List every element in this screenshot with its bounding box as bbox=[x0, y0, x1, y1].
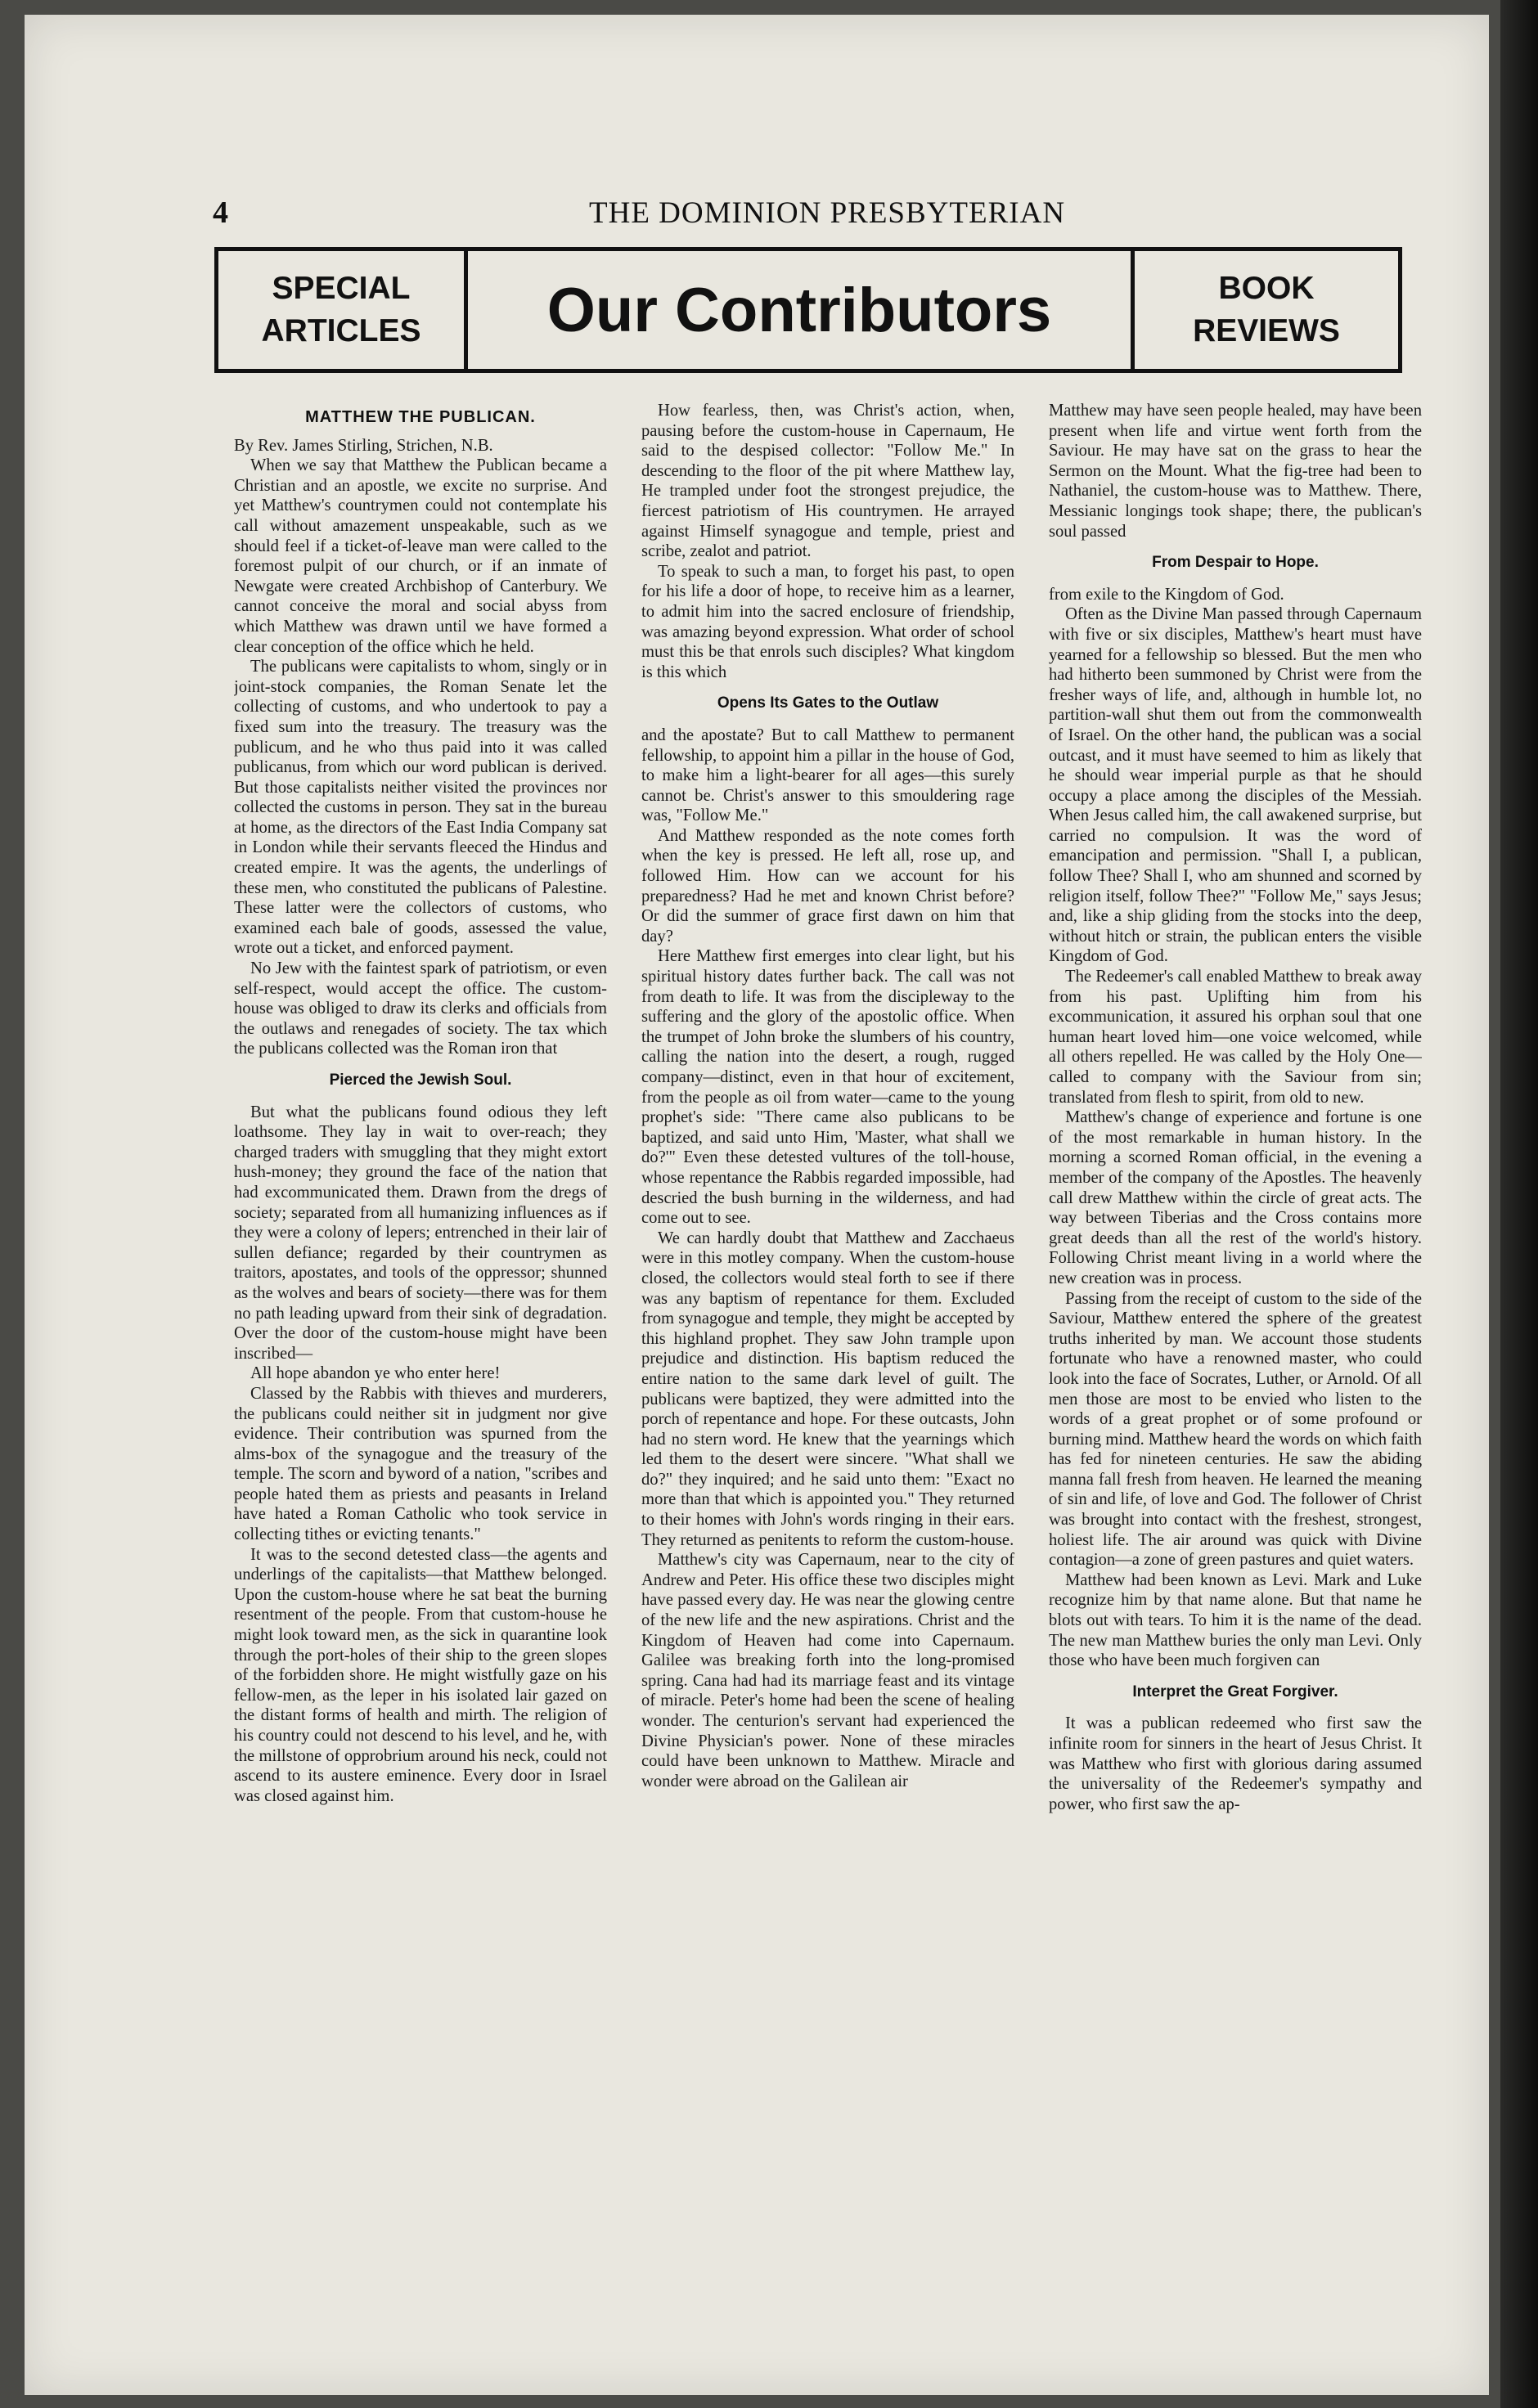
quoted-line: All hope abandon ye who enter here! bbox=[250, 1364, 501, 1383]
paragraph: The Redeemer's call enabled Matthew to break away from his past. Uplifting him from his excommunication, it assured his orphan soul that one human heart loved him—one voice welcomed, while all others repelled. He was called by the Holy One—called to company with the Saviour from sin; translated from flesh to spirit, from old to new. bbox=[1049, 968, 1422, 1107]
article-columns bbox=[234, 401, 1422, 2380]
paragraph: Matthew's change of experience and fortune is one of the most remarkable in human history. In the morning a scorned Roman official, in the evening a member of the company of the Apostles. The heavenly call drew Matthew within the circle of great acts. The way between Tiberias and the Cross contains more great deeds than all the rest of the world's history. Following Christ meant living in a world where the new creation was in process. bbox=[1049, 1108, 1422, 1287]
subheading: Opens Its Gates to the Outlaw bbox=[717, 694, 939, 712]
paper-title: THE DOMINION PRESBYTERIAN bbox=[589, 195, 1066, 230]
column-2 bbox=[641, 401, 1014, 2380]
reviews-label: REVIEWS bbox=[1193, 313, 1340, 348]
article-title: MATTHEW THE PUBLICAN. bbox=[305, 408, 536, 426]
subheading: Pierced the Jewish Soul. bbox=[329, 1071, 512, 1089]
paragraph: But what the publicans found odious they left loathsome. They lay in wait to over-reach; they charged traders with smuggling that they might extort hush-money; they ground the face of the nation that had excommunicated them. Drawn from the dregs of society; separated from all humanizing influences as if they were a colony of lepers; entrenched in their lair of sullen defiance; regarded by their countrymen as traitors, apostates, and tools of the oppressor; shunned as the wolves and bears of society—there was for them no path leading upward from their sink of degradation. Over the door of the custom-house might have been inscribed— bbox=[234, 1103, 607, 1363]
book-reviews-box bbox=[1131, 251, 1398, 369]
subheading: Interpret the Great Forgiver. bbox=[1132, 1682, 1338, 1700]
paragraph: It was to the second detested class—the agents and underlings of the capitalists—that Matthew belonged. Upon the custom-house where he sat beat the burning resentment of the people. From that custom-house he might look toward men, as the sick in quarantine look through the port-holes of their ship to the green slopes of the forbidden shore. He might wistfully gaze on his fellow-men, as the leper in his isolated lair gazed on the distant forms of health and mirth. The religion of his country could not descend to his level, and he, with the millstone of opprobrium around his neck, could not ascend to its austere eminence. Every door in Israel was closed against him. bbox=[234, 1545, 607, 1805]
paragraph: And Matthew responded as the note comes forth when the key is pressed. He left all, rose up, and followed Him. How can we account for his preparedness? Had he met and known Christ before? Or did the summer of grace first dawn on him that day? bbox=[641, 826, 1014, 946]
paragraph: Matthew's city was Capernaum, near to the city of Andrew and Peter. His office these two disciples might have passed every day. He was near the glowing centre of the new life and the new aspirations. Christ and the Kingdom of Heaven had come into Capernaum. Galilee was breaking forth into the long-promised spring. Cana had had its marriage feast and its vintage of miracle. Peter's home had been the scene of healing wonder. The centurion's servant had experienced the Divine Physician's power. None of these miracles could have been unknown to Matthew. Miracle and wonder were abroad on the Galilean air bbox=[641, 1551, 1014, 1790]
paragraph: How fearless, then, was Christ's action, when, pausing before the custom-house in Capernaum, He said to the despised collector: "Follow Me." In descending to the floor of the pit where Matthew lay, He trampled under foot the strongest prejudice, the fiercest patriotism of His countrymen. He arrayed against Himself synagogue and temple, priest and scribe, zealot and patriot. bbox=[641, 402, 1014, 561]
paragraph: Matthew may have seen people healed, may have been present when life and virtue went forth from the Saviour. He may have sat on the grass to hear the Sermon on the Mount. What the fig-tree had been to Nathaniel, the custom-house was to Matthew. There, Messianic longings took shape; there, the publican's soul passed bbox=[1049, 402, 1422, 541]
paragraph: Matthew had been known as Levi. Mark and Luke recognize him by that name alone. But that name he blots out with tears. To him it is the name of the dead. The new man Matthew buries the only man Levi. Only those who have been much forgiven can bbox=[1049, 1570, 1422, 1670]
paragraph: Classed by the Rabbis with thieves and murderers, the publicans could neither sit in judgment nor give evidence. Their contribution was spurned from the alms-box of the synagogue and the treasury of the temple. The scorn and byword of a nation, "scribes and people hated them as priests and peasants in Ireland have hated a Roman Catholic who took service in collecting tithes or evicting tenants." bbox=[234, 1384, 607, 1544]
paragraph: Often as the Divine Man passed through Capernaum with five or six disciples, Matthew's heart must have yearned for a fellowship so blessed. But the men who had hitherto been summoned by Christ were from the fresher ways of life, and, although in humble lot, no partition-wall shut them out from the commonwealth of Israel. On the other hand, the publican was a social outcast, and it must have seemed to him as likely that he should wear imperial purple as that he should occupy a place among the disciples of the Messiah. When Jesus called him, the call awakened surprise, but carried no compulsion. It was the word of emancipation and permission. "Shall I, a publican, follow Thee? Shall I, who am shunned and scorned by religion itself, follow Thee?" "Follow Me," says Jesus; and, like a ship gliding from the stocks into the deep, without hitch or strain, the publican enters the visible Kingdom of God. bbox=[1049, 605, 1422, 966]
paragraph: and the apostate? But to call Matthew to permanent fellowship, to appoint him a pillar in the house of God, to make him a light-bearer for all ages—this surely cannot be. Christ's answer to this smouldering rage was, "Follow Me." bbox=[641, 726, 1014, 825]
column-3 bbox=[1049, 401, 1422, 2380]
special-label: SPECIAL bbox=[272, 271, 411, 306]
paragraph: It was a publican redeemed who first saw the infinite room for sinners in the heart of Jesus Christ. It was Matthew who first with glorious daring assumed the universality of the Redeemer's sympathy and power, who first saw the ap- bbox=[1049, 1714, 1422, 1813]
section-banner bbox=[214, 247, 1402, 373]
scan-edge bbox=[1500, 0, 1538, 2408]
paragraph: We can hardly doubt that Matthew and Zacchaeus were in this motley company. When the custom-house closed, the collectors would steal forth to see if there was any baptism of repentance for them. Excluded from synagogue and temple, they might be accepted by this highland prophet. They saw John trample upon prejudice and distinction. His baptism reduced the entire nation to the same dark level of guilt. The publicans were baptized, they were admitted into the porch of repentance and hope. For these outcasts, John had no stern word. He knew that the yearnings which led them to the desert were sincere. "What shall we do?" they inquired; and he said unto them: "Exact no more than that which is appointed you." They returned to their homes with John's words ringing in their ears. They returned as penitents to reform the custom-house. bbox=[641, 1229, 1014, 1549]
paragraph: When we say that Matthew the Publican became a Christian and an apostle, we excite no surprise. And yet Matthew's countrymen could not contemplate his call without amazement unspeakable, such as we should feel if a ticket-of-leave man were called to the foremost pulpit of our church, or if an inmate of Newgate were created Archbishop of Canterbury. We cannot conceive the moral and social abyss from which Matthew was drawn until we have formed a clear conception of the office which he held. bbox=[234, 456, 607, 656]
paragraph: from exile to the Kingdom of God. bbox=[1049, 585, 1284, 604]
byline: By Rev. James Stirling, Strichen, N.B. bbox=[234, 436, 493, 455]
paragraph: No Jew with the faintest spark of patriotism, or even self-respect, would accept the office. The custom-house was obliged to draw its clerks and officials from the outlaws and renegades of society. The tax which the publicans collected was the Roman iron that bbox=[234, 959, 607, 1058]
paragraph: Passing from the receipt of custom to the side of the Saviour, Matthew entered the sphere of the greatest truths inherited by man. We account those students fortunate who have a renowned master, who could look into the face of Socrates, Luther, or Arnold. Of all men those are most to be envied who listen to the words of a great prophet or of some profound or burning mind. Matthew heard the words on which faith has fed for nineteen centuries. He saw the abiding manna fall fresh from heaven. He learned the meaning of sin and life, of love and God. The follower of Christ was brought into contact with the freshest, strongest, holiest life. The air around was quick with Divine contagion—a zone of green pastures and quiet waters. bbox=[1049, 1289, 1422, 1570]
articles-label: ARTICLES bbox=[261, 313, 421, 348]
paragraph: The publicans were capitalists to whom, singly or in joint-stock companies, the Roman Senate let the collecting of customs, and who undertook to pay a fixed sum into the treasury. The treasury was the publicum, and he who thus paid into it was called publicanus, from which our word publican is derived. But those capitalists neither visited the provinces nor collected the customs in person. They sat in the bureau at home, as the directors of the East India Company sat in London while their servants fleeced the Hindus and created empire. It was the agents, the underlings of these men, who constituted the publicans of Palestine. These latter were the collectors of customs, who examined each bale of goods, assessed the value, wrote out a ticket, and enforced payment. bbox=[234, 658, 607, 958]
newspaper-page bbox=[25, 15, 1489, 2395]
page-header bbox=[213, 196, 1430, 229]
paragraph: Here Matthew first emerges into clear light, but his spiritual history dates further back. The call was not from death to life. It was from the discipleway to the suffering and the glory of the apostolic office. When the trumpet of John broke the slumbers of his country, calling the nation into the desert, a rough, rugged company—distinct, even in that hour of excitement, from the people as oil from water—came to the young prophet's side: "There came also publicans to be baptized, and said unto Him, 'Master, what shall we do?'" Even these detested vultures of the toll-house, whose repentance the Rabbis regarded impossible, had descried the bush burning in the wilderness, and had come out to see. bbox=[641, 947, 1014, 1228]
subheading: From Despair to Hope. bbox=[1152, 554, 1319, 572]
paragraph: To speak to such a man, to forget his past, to open for his life a door of hope, to receive him as a learner, to admit him into the sacred enclosure of friendship, was amazing beyond expression. What order of school must this be that enrols such disciples? What kingdom is this which bbox=[641, 562, 1014, 681]
special-articles-box bbox=[218, 251, 468, 369]
section-title: Our Contributors bbox=[546, 275, 1052, 345]
page-number: 4 bbox=[213, 195, 228, 230]
column-1 bbox=[234, 401, 607, 2380]
book-label: BOOK bbox=[1218, 271, 1315, 306]
